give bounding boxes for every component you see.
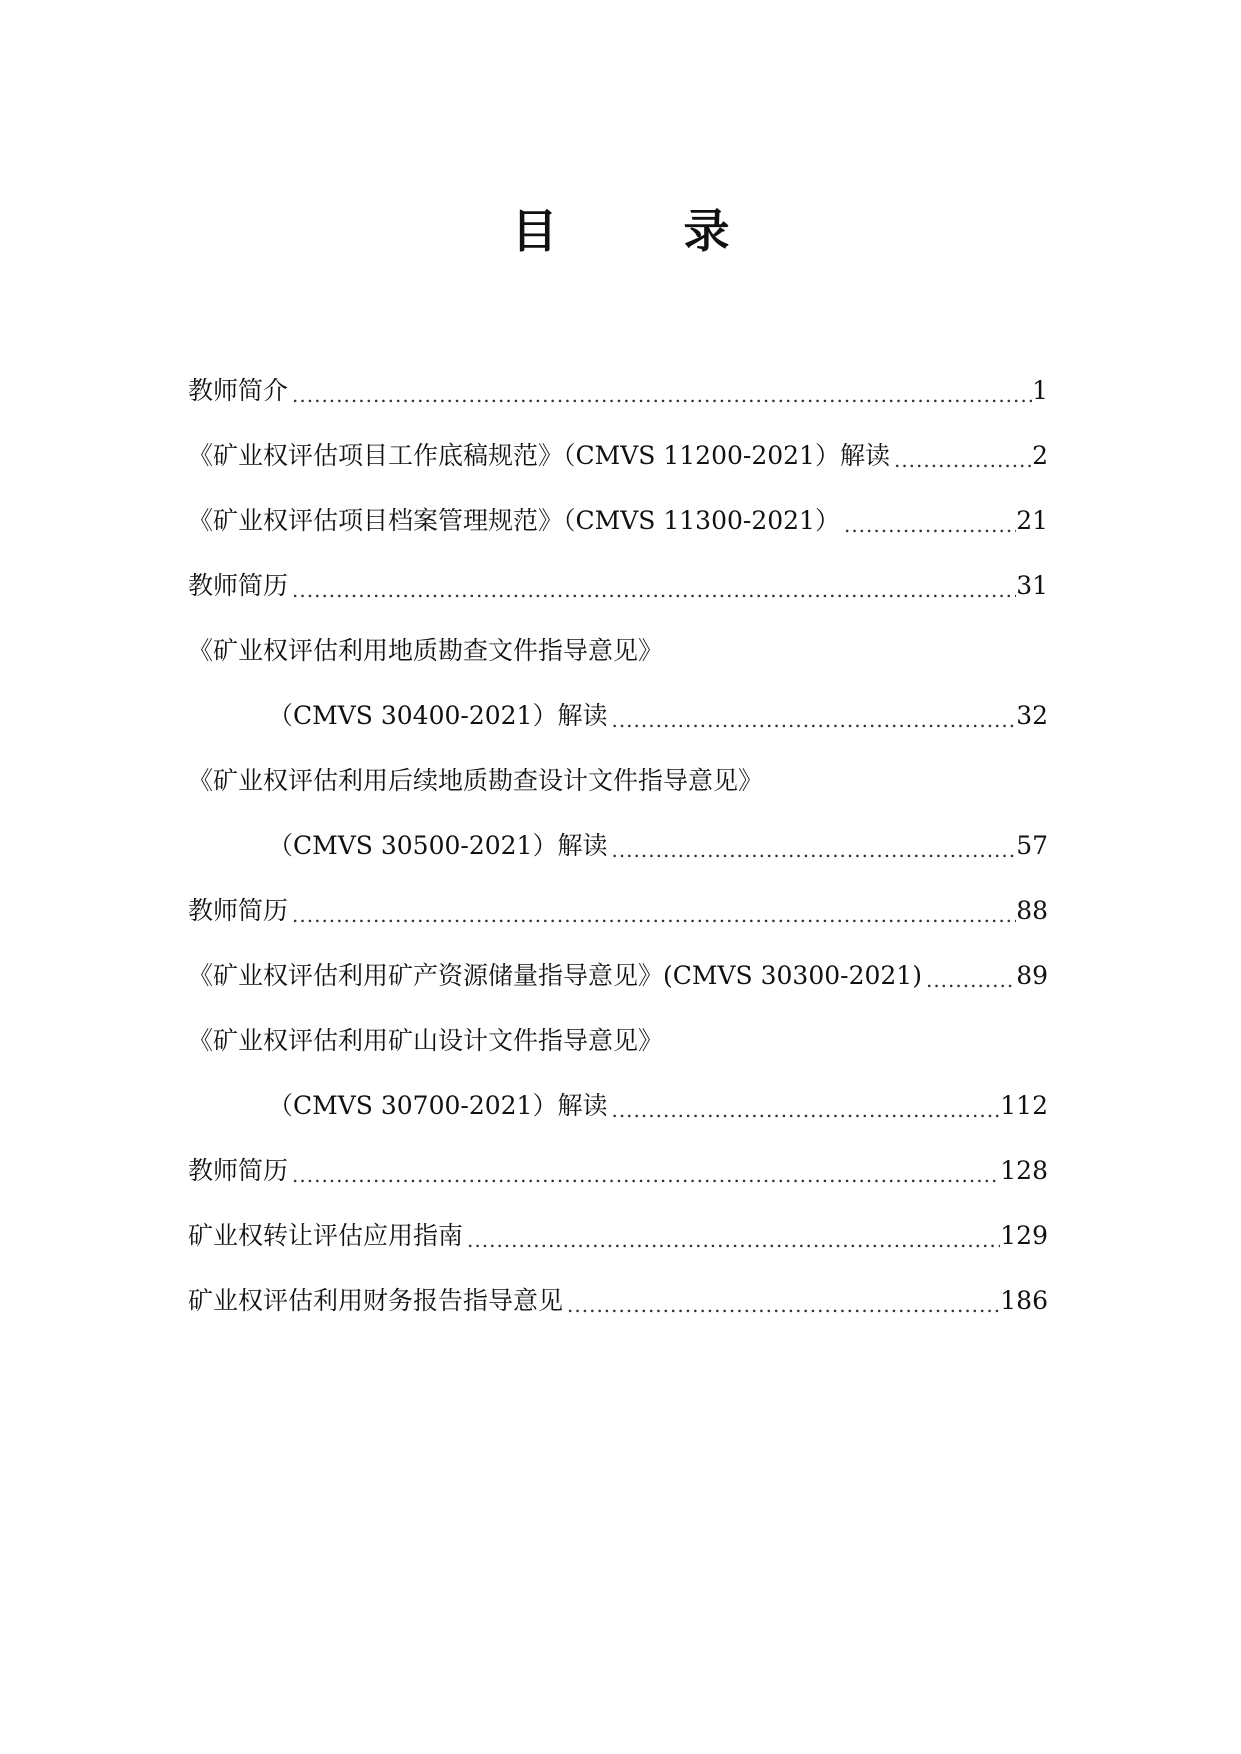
toc-entry-title: 教师简历	[188, 570, 289, 600]
toc-dot-leader	[607, 1093, 1000, 1127]
toc-entry-title: 《矿业权评估利用后续地质勘查设计文件指导意见》	[188, 765, 764, 795]
toc-entry-title: 矿业权转让评估应用指南	[188, 1220, 464, 1250]
toc-dot-leader	[463, 1223, 1000, 1257]
toc-entry-title: 《矿业权评估项目工作底稿规范》（CMVS 11200-2021）解读	[188, 440, 890, 470]
toc-page-number: 32	[1016, 700, 1048, 730]
toc-entry-title: （CMVS 30700-2021）解读	[268, 1090, 608, 1120]
toc-page-number: 89	[1016, 960, 1048, 990]
toc-page-number: 57	[1016, 830, 1048, 860]
toc-dot-leader	[607, 833, 1016, 867]
toc-entry-title: 《矿业权评估利用矿产资源储量指导意见》(CMVS 30300-2021)	[188, 960, 922, 990]
toc-entry[interactable]	[188, 488, 1048, 553]
toc-entry[interactable]	[188, 553, 1048, 618]
toc-entry-heading[interactable]	[188, 1008, 1048, 1073]
toc-dot-leader	[288, 1158, 1000, 1192]
toc-dot-leader	[563, 1288, 1000, 1322]
toc-entry-title: 教师简介	[188, 375, 289, 405]
toc-page-number: 129	[1000, 1220, 1048, 1250]
toc-entry[interactable]	[188, 1268, 1048, 1333]
page-title: 目 录	[511, 203, 770, 258]
table-of-contents	[188, 358, 1048, 1333]
toc-entry[interactable]	[188, 813, 1048, 878]
toc-entry-title: 矿业权评估利用财务报告指导意见	[188, 1285, 564, 1315]
toc-page-number: 88	[1016, 895, 1048, 925]
toc-entry-title: 教师简历	[188, 1155, 289, 1185]
toc-dot-leader	[288, 573, 1016, 607]
toc-page-number: 2	[1032, 440, 1048, 470]
toc-entry-heading[interactable]	[188, 748, 1048, 813]
toc-entry[interactable]	[188, 1203, 1048, 1268]
toc-dot-leader	[840, 508, 1016, 542]
toc-page-number: 128	[1000, 1155, 1048, 1185]
toc-entry-title: 教师简历	[188, 895, 289, 925]
toc-page-number: 112	[1000, 1090, 1048, 1120]
toc-entry-title: 《矿业权评估项目档案管理规范》（CMVS 11300-2021）	[188, 505, 840, 535]
toc-entry[interactable]	[188, 683, 1048, 748]
toc-dot-leader	[288, 898, 1016, 932]
toc-page-number: 21	[1016, 505, 1048, 535]
toc-page-number: 1	[1032, 375, 1048, 405]
toc-entry[interactable]	[188, 1073, 1048, 1138]
toc-dot-leader	[607, 703, 1016, 737]
toc-entry-title: 《矿业权评估利用矿山设计文件指导意见》	[188, 1025, 664, 1055]
toc-entry[interactable]	[188, 943, 1048, 1008]
toc-page-number: 186	[1000, 1285, 1048, 1315]
toc-entry[interactable]	[188, 878, 1048, 943]
toc-entry[interactable]	[188, 358, 1048, 423]
toc-page-number: 31	[1016, 570, 1048, 600]
toc-entry-heading[interactable]	[188, 618, 1048, 683]
toc-entry-title: （CMVS 30400-2021）解读	[268, 700, 608, 730]
toc-dot-leader	[890, 443, 1032, 477]
toc-entry[interactable]	[188, 1138, 1048, 1203]
toc-dot-leader	[288, 378, 1032, 412]
toc-entry-title: （CMVS 30500-2021）解读	[268, 830, 608, 860]
toc-entry[interactable]	[188, 423, 1048, 488]
toc-entry-title: 《矿业权评估利用地质勘查文件指导意见》	[188, 635, 664, 665]
toc-dot-leader	[922, 963, 1016, 997]
